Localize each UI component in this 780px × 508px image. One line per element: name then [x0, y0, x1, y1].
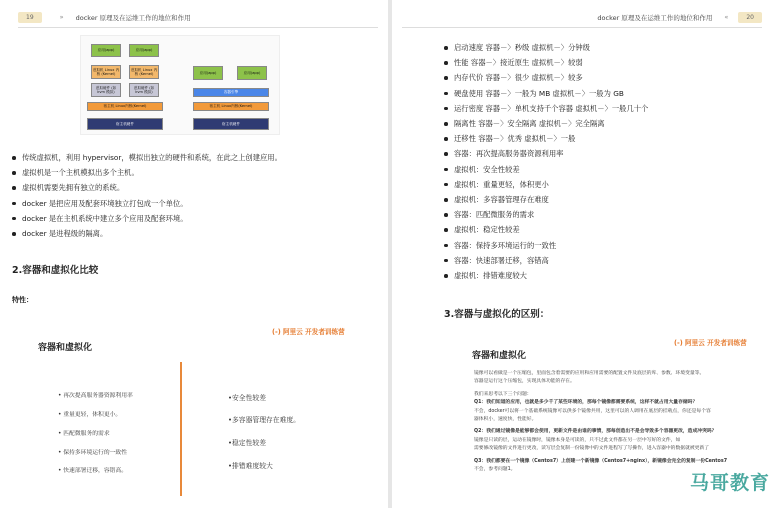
left-header — [18, 10, 191, 24]
right-header — [597, 10, 762, 24]
con-item: •排错难度较大 — [228, 462, 273, 470]
para-line: Q3：我们都要在一个镜像（Centos7）上创建一个新镜像（Centos7+nginx），新镜像会完全的复制一份Centos7 — [474, 458, 728, 464]
para-line: 我们来思考以下三个问题： — [474, 391, 532, 397]
watermark-logo: 马哥教育 — [689, 472, 770, 494]
section-title-3: 3.容器与虚拟化的区别： — [444, 309, 550, 320]
list-item: 迁移性 容器－〉优秀 虚拟机－〉一般 — [444, 131, 648, 146]
vm-virtual-hw-1: 虚拟硬件 (如 kvm 模拟) — [91, 83, 121, 97]
pro-item: • 匹配微服务的需求 — [58, 431, 110, 437]
right-page-number: 20 — [738, 12, 762, 23]
vm-app-1: 应用(app) — [91, 44, 121, 57]
con-item: •安全性较差 — [228, 394, 266, 402]
list-item: docker 是把应用及配套环境独立打包成一个单位。 — [12, 196, 282, 211]
para-line: 不会，docker可以将一个基础系统镜像可以供多个镜像共用，这里可以的人调用在底层的挂载点，你还是每个容 — [474, 408, 711, 414]
vm-vs-container-diagram — [80, 35, 280, 135]
vm-guest-os-1: 虚拟机 Linux 内核 (Kernel) — [91, 65, 121, 79]
list-item: 内存代价 容器－〉很少 虚拟机－〉较多 — [444, 70, 648, 85]
container-host-hw: 宿主机硬件 — [193, 118, 269, 130]
slide-title: 容器和虚拟化 — [472, 351, 527, 361]
vm-guest-os-2: 虚拟机 Linux 内核 (Kernel) — [129, 65, 159, 79]
para-line: Q2：我们通过镜像是能够都会使用，更新文件是由谁的事情，那每创造出不是会导致多个容器更改，造成冲突吗？ — [474, 429, 717, 435]
para-line: 镜像可以看做是一个压缩包，里面包含着需要的应用和应用需要的配置文件及底层的库、参数、环境变量等。 — [474, 371, 705, 376]
left-marker: » — [59, 13, 64, 21]
vm-virtual-hw-2: 虚拟硬件 (如 kvm 模拟) — [129, 83, 159, 97]
list-item: 容器：匹配微服务的需求 — [444, 207, 648, 222]
features-label: 特性： — [12, 296, 33, 304]
right-header-title: docker 原理及在运维工作的地位和作用 — [597, 13, 713, 22]
list-item: 容器：保持多环境运行的一致性 — [444, 238, 648, 253]
vm-host-os: 宿主机 Linux内核(Kernel) — [87, 102, 163, 111]
slide-paragraph — [474, 370, 727, 474]
right-page — [392, 0, 780, 508]
slide-logo: (-) 阿里云 开发者训练营 — [272, 328, 345, 336]
section-title-2: 2.容器和虚拟化比较 — [12, 265, 99, 276]
list-item: docker 是进程级的隔离。 — [12, 226, 282, 241]
pro-item: • 重量更轻，体积更小。 — [58, 412, 122, 418]
slide-logo: (-) 阿里云 开发者训练营 — [674, 339, 747, 347]
pro-item: • 再次提高服务器资源利用率 — [58, 393, 133, 399]
container-host-os: 宿主机 Linux内核(Kernel) — [193, 102, 269, 111]
list-item: 容器：再次提高服务器资源利用率 — [444, 146, 648, 161]
list-item: docker 是在主机系统中建立多个应用及配套环境。 — [12, 211, 282, 226]
left-page — [0, 0, 388, 508]
list-item: 虚拟机：安全性较差 — [444, 162, 648, 177]
list-item: 硬盘使用 容器－〉一般为 MB 虚拟机－〉一般为 GB — [444, 86, 648, 101]
list-item: 虚拟机：重量更轻，体积更小 — [444, 177, 648, 192]
slide-divider — [180, 362, 182, 496]
para-line: 需要修改镜像的文件进行更改，读写层会复制一份镜像中的文件进程写了写操作，进入容器中的数据就被更新了 — [474, 446, 710, 452]
list-item: 性能 容器－〉接近原生 虚拟机－〉较弱 — [444, 55, 648, 70]
para-line: 镜像是只读的层，运动在镜像时，镜像本身是可读的，只不过此文件都在另一层中写好的文件，如 — [474, 437, 681, 443]
vm-host-hw: 宿主机硬件 — [87, 118, 163, 130]
container-engine: 容器引擎 — [193, 88, 269, 97]
list-item: 虚拟机需要先拥有独立的系统。 — [12, 180, 282, 195]
list-item: 虚拟机是一个主机模拟出多个主机。 — [12, 165, 282, 180]
left-bullet-list — [12, 150, 282, 241]
list-item: 启动速度 容器－〉秒级 虚拟机－〉分钟级 — [444, 40, 648, 55]
right-header-divider — [402, 27, 762, 28]
para-line: 器体积小，速度快，性能好。 — [474, 417, 537, 423]
list-item: 虚拟机：稳定性较差 — [444, 222, 648, 237]
left-header-divider — [18, 27, 378, 28]
para-line: Q1：我们知道的应用，也就是多少千了某些环境的，那每个镜像都需要系统，这样不就占用大量存储吗？ — [474, 400, 698, 406]
para-line: 容器是运行这个压缩包，实现具体功能的存在。 — [474, 379, 575, 385]
con-item: •稳定性较差 — [228, 439, 266, 447]
para-line: 不会，参考问题1。 — [474, 467, 516, 473]
right-marker: « — [724, 13, 729, 21]
list-item: 虚拟机：多容器管理存在难度 — [444, 192, 648, 207]
list-item: 虚拟机：排错难度较大 — [444, 268, 648, 283]
container-app-2: 应用(app) — [237, 66, 267, 80]
list-item: 传统虚拟机，利用 hypervisor，模拟出独立的硬件和系统，在此之上创建应用。 — [12, 150, 282, 165]
left-header-title: docker 原理及在运维工作的地位和作用 — [75, 13, 191, 22]
slide-title: 容器和虚拟化 — [38, 343, 93, 353]
pro-item: • 快速部署迁移，容错高。 — [58, 468, 128, 474]
right-bullet-list — [444, 40, 648, 283]
left-page-number: 19 — [18, 12, 42, 23]
list-item: 隔离性 容器－〉安全隔离 虚拟机－〉完全隔离 — [444, 116, 648, 131]
vm-app-2: 应用(app) — [129, 44, 159, 57]
list-item: 容器：快速部署迁移，容错高 — [444, 253, 648, 268]
con-item: •多容器管理存在难度。 — [228, 416, 300, 424]
container-app-1: 应用(app) — [193, 66, 223, 80]
left-slide — [12, 318, 382, 500]
pro-item: • 保持多环境运行的一致性 — [58, 450, 128, 456]
list-item: 运行密度 容器－〉单机支持千个容器 虚拟机－〉一般几十个 — [444, 101, 648, 116]
